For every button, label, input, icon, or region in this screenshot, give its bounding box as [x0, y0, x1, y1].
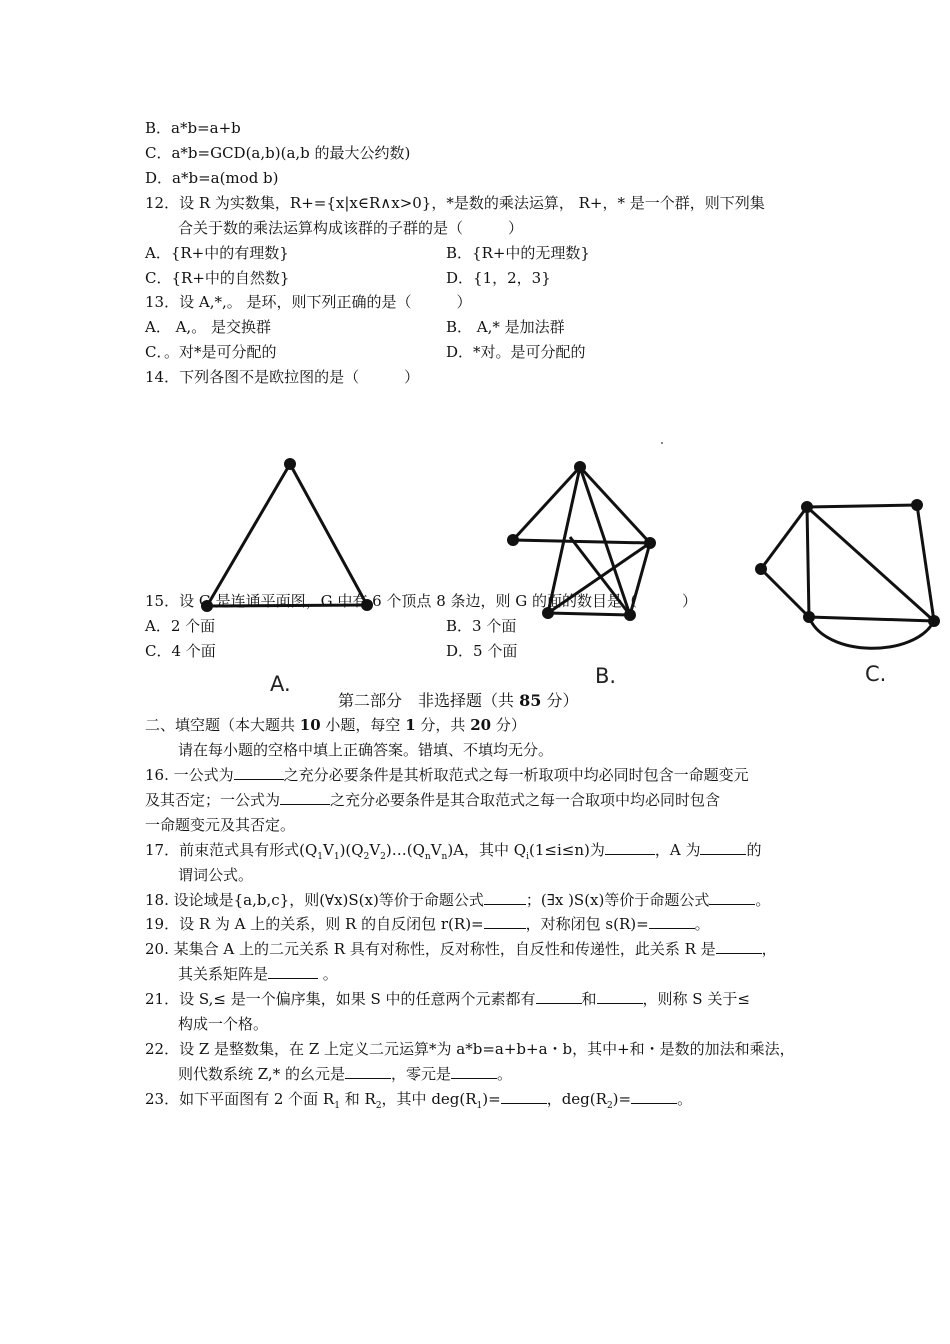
q17-text-c: )…(Q — [385, 841, 425, 859]
q17-sub-7: i — [526, 852, 529, 862]
q21-line1 — [145, 989, 750, 1009]
q15-option-b: B．3 个面 — [446, 617, 517, 635]
q17-text-b: )(Q — [339, 841, 364, 859]
q17-sub-1: 1 — [317, 852, 323, 862]
q18-text-c: 。 — [755, 891, 771, 909]
q23-text-b: 和 R — [339, 1090, 376, 1108]
part2-title-text: 第二部分 非选择题（共 — [338, 691, 520, 710]
q22-blank-1[interactable] — [345, 1078, 391, 1079]
q22-blank-2[interactable] — [451, 1078, 497, 1079]
q11-option-d: D．a*b=a(mod b) — [145, 169, 279, 187]
q23-sub-2: 2 — [375, 1101, 382, 1111]
q11-option-c: C．a*b=GCD(a,b)(a,b 的最大公约数) — [145, 144, 411, 162]
part2-title — [338, 688, 578, 711]
q17-text-f: ，A 为 — [654, 841, 701, 859]
q23-line — [145, 1089, 692, 1109]
q16-text-d: 之充分必要条件是其合取范式之每一合取项中均必同时包含 — [330, 791, 721, 809]
q19-text-a: 19．设 R 为 A 上的关系，则 R 的自反闭包 r(R)= — [145, 915, 484, 933]
q21-blank-2[interactable] — [597, 1003, 643, 1004]
q19-text-b: ，对称闭包 s(R)= — [525, 915, 649, 933]
q23-blank-2[interactable] — [631, 1103, 677, 1104]
q17-blank-2[interactable] — [700, 854, 746, 855]
q17-sub-3: 2 — [363, 852, 370, 862]
q20-line2 — [178, 964, 338, 984]
q17-text-d: )A，其中 Q — [447, 841, 527, 859]
q15-option-d: D．5 个面 — [446, 642, 518, 660]
q16-text-c: 及其否定；一公式为 — [145, 791, 281, 809]
q13-option-d: D．*对。是可分配的 — [446, 343, 586, 361]
q17-sub-2: 1 — [333, 852, 340, 862]
q17-var-vn: V — [430, 841, 442, 859]
q19-blank-2[interactable] — [649, 928, 695, 929]
q23-text-f: )= — [612, 1090, 632, 1108]
heading-num-questions: 10 — [299, 716, 321, 734]
q16-blank-2[interactable] — [280, 804, 330, 805]
fill-in-instruction: 请在每小题的空格中填上正确答案。错填、不填均无分。 — [178, 741, 554, 759]
q20-line1 — [145, 939, 777, 959]
q23-text-a: 23．如下平面图有 2 个面 R — [145, 1090, 335, 1108]
q17-var-v1: V — [322, 841, 334, 859]
q21-line2: 构成一个格。 — [178, 1015, 269, 1033]
q20-text-a: 20. 某集合 A 上的二元关系 R 具有对称性，反对称性，自反性和传递性，此关系 R 是 — [145, 940, 716, 958]
graph-c-label: C. — [865, 662, 887, 686]
q15-stem: 15．设 G 是连通平面图，G 中有 6 个顶点 8 条边，则 G 的面的数目是（ ） — [145, 592, 698, 610]
q20-text-d: 。 — [318, 965, 338, 983]
q18-text-a: 18. 设论域是{a,b,c}，则(∀x)S(x)等价于命题公式 — [145, 891, 484, 909]
q21-text-b: 和 — [581, 990, 597, 1008]
q16-blank-1[interactable] — [234, 779, 284, 780]
q23-sub-1: 1 — [334, 1101, 340, 1111]
q23-text-g: 。 — [677, 1090, 693, 1108]
q12-stem-line2: 合关于数的乘法运算构成该群的子群的是（ ） — [178, 219, 524, 237]
q13-option-b: B． A,* 是加法群 — [446, 318, 565, 336]
q22-line2 — [178, 1064, 512, 1084]
graph-c — [745, 490, 950, 660]
q17-sub-6: n — [441, 852, 448, 862]
q22-text-a: 则代数系统 Z,* 的幺元是 — [178, 1065, 345, 1083]
q11-option-b: B．a*b=a+b — [145, 119, 241, 137]
q20-text-b: ， — [761, 940, 777, 958]
q17-var-v2: V — [369, 841, 381, 859]
q12-option-b: B．{R+中的无理数} — [446, 244, 590, 262]
q14-stem: 14．下列各图不是欧拉图的是（ ） — [145, 368, 420, 386]
part2-total-score: 85 — [519, 691, 542, 710]
heading-text-2: 小题，每空 — [320, 716, 406, 734]
q19-text-c: 。 — [694, 915, 710, 933]
q17-text-g: 的 — [746, 841, 762, 859]
q22-text-b: ，零元是 — [390, 1065, 451, 1083]
q23-text-d: )= — [482, 1090, 501, 1108]
q17-sub-5: n — [424, 852, 431, 862]
q23-blank-1[interactable] — [501, 1103, 547, 1104]
q16-text-a: 16. 一公式为 — [145, 766, 234, 784]
q12-option-c: C．{R+中的自然数} — [145, 269, 290, 287]
scan-speck — [661, 442, 663, 444]
graph-a-label: A. — [270, 672, 291, 696]
q18-text-b: ；(∃x )S(x)等价于命题公式 — [525, 891, 710, 909]
fill-in-heading — [145, 715, 526, 735]
q15-option-a: A．2 个面 — [145, 617, 216, 635]
q16-text-b: 之充分必要条件是其析取范式之每一析取项中均必同时包含一命题变元 — [283, 766, 749, 784]
q23-sub-4: 2 — [606, 1101, 613, 1111]
q20-text-c: 其关系矩阵是 — [178, 965, 269, 983]
q17-blank-1[interactable] — [605, 854, 655, 855]
q16-line1 — [145, 765, 749, 785]
q23-sub-3: 1 — [476, 1101, 483, 1111]
q20-blank-2[interactable] — [268, 978, 318, 979]
q17-text-a: 17．前束范式具有形式(Q — [145, 841, 318, 859]
heading-points-each: 1 — [405, 716, 416, 734]
heading-text-3: 分，共 — [415, 716, 471, 734]
q12-option-a: A．{R+中的有理数} — [145, 244, 289, 262]
q19-line — [145, 914, 710, 934]
q23-text-e: ，deg(R — [546, 1090, 607, 1108]
q23-text-c: ，其中 deg(R — [381, 1090, 477, 1108]
heading-text-4: 分） — [491, 716, 526, 734]
q17-line1 — [145, 840, 761, 860]
q17-text-e: (1≤i≤n)为 — [529, 841, 605, 859]
q17-line2: 谓词公式。 — [178, 866, 254, 884]
q21-text-a: 21．设 S,≤ 是一个偏序集，如果 S 中的任意两个元素都有 — [145, 990, 536, 1008]
q18-line — [145, 890, 770, 910]
graph-b-label: B. — [595, 664, 617, 688]
q22-text-c: 。 — [496, 1065, 512, 1083]
q18-blank-2[interactable] — [709, 904, 755, 905]
q15-option-c: C．4 个面 — [145, 642, 216, 660]
q12-stem-line1: 12．设 R 为实数集，R+={x|x∈R∧x>0}，*是数的乘法运算， R+，* 是一个群，则下列集 — [145, 194, 765, 212]
q16-line3: 一命题变元及其否定。 — [145, 816, 296, 834]
heading-total: 20 — [470, 716, 492, 734]
q21-blank-1[interactable] — [536, 1003, 582, 1004]
q19-blank-1[interactable] — [484, 928, 526, 929]
part2-title-suffix: 分） — [541, 691, 579, 710]
heading-text-1: 二、填空题（本大题共 — [145, 716, 300, 734]
q21-text-c: ，则称 S 关于≤ — [642, 990, 750, 1008]
q13-stem: 13．设 A,*,。 是环，则下列正确的是（ ） — [145, 293, 472, 311]
q18-blank-1[interactable] — [484, 904, 526, 905]
q12-option-d: D．{1，2，3} — [446, 269, 551, 287]
q16-line2 — [145, 790, 720, 810]
q20-blank-1[interactable] — [716, 953, 762, 954]
q13-option-c: C．。对*是可分配的 — [145, 343, 277, 361]
q17-sub-4: 2 — [380, 852, 386, 862]
q22-line1: 22．设 Z 是整数集，在 Z 上定义二元运算*为 a*b=a+b+a・b，其中+和・是数的加法和乘法， — [145, 1040, 795, 1058]
q13-option-a: A． A,。 是交换群 — [145, 318, 271, 336]
